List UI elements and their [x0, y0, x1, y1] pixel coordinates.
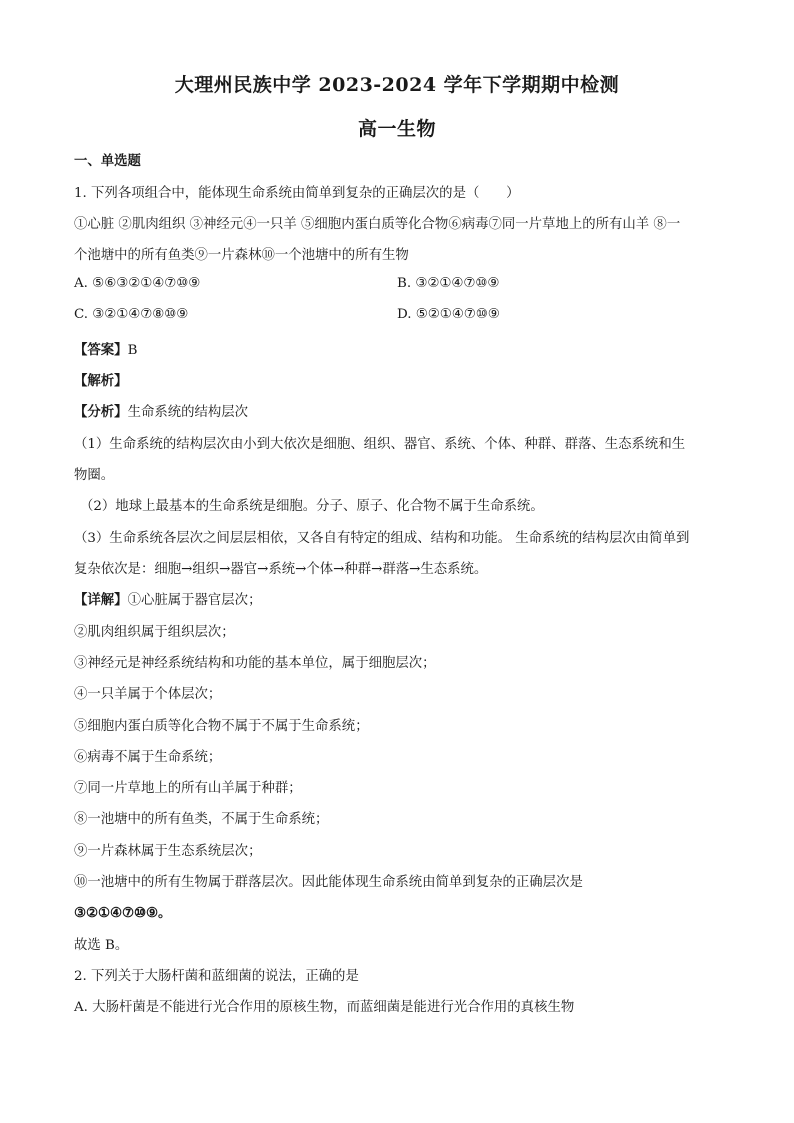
exam-title: 大理州民族中学 2023-2024 学年下学期期中检测: [174, 74, 620, 96]
detail-7: ⑦同一片草地上的所有山羊属于种群；: [74, 781, 302, 796]
detail-10: ⑩一池塘中的所有生物属于群落层次。因此能体现生命系统由简单到复杂的正确层次是: [74, 875, 583, 890]
answer-value: B: [127, 343, 138, 358]
question-2-option-a: A. 大肠杆菌是不能进行光合作用的原核生物，而蓝细菌是能进行光合作用的真核生物: [74, 1000, 575, 1015]
conclusion: 故选 B。: [74, 938, 129, 953]
fenxi-line: [74, 401, 248, 420]
question-1-stem: 1. 下列各项组合中，能体现生命系统由简单到复杂的正确层次的是（ ）: [74, 186, 520, 201]
fenxi-tag: 【分析】: [74, 404, 128, 420]
point-2: （2）地球上最基本的生命系统是细胞。分子、原子、化合物不属于生命系统。: [80, 499, 544, 514]
detail-tag: 【详解】: [74, 592, 128, 608]
detail-4: ④一只羊属于个体层次；: [74, 687, 222, 702]
question-1-option-b: B. ③②①④⑦⑩⑨: [397, 276, 500, 291]
detail-3: ③神经元是神经系统结构和功能的基本单位，属于细胞层次；: [74, 656, 436, 671]
exam-subtitle: 高一生物: [357, 118, 436, 140]
detail-1: ①心脏属于器官层次；: [127, 593, 262, 608]
point-1-line-1: （1）生命系统的结构层次由小到大依次是细胞、组织、器官、系统、个体、种群、群落、生态系统和生: [74, 437, 686, 452]
detail-5: ⑤细胞内蛋白质等化合物不属于不属于生命系统；: [74, 719, 369, 734]
point-3-line-1: （3）生命系统各层次之间层层相依，又各自有特定的组成、结构和功能。 生命系统的结构层次由简单到: [74, 531, 690, 546]
detail-2: ②肌肉组织属于组织层次；: [74, 625, 235, 640]
point-3-line-2: 复杂依次是：细胞→组织→器官→系统→个体→种群→群落→生态系统。: [74, 562, 488, 577]
question-1-option-c: C. ③②①④⑦⑧⑩⑨: [74, 307, 189, 322]
detail-6: ⑥病毒不属于生命系统；: [74, 750, 222, 765]
detail-9: ⑨一片森林属于生态系统层次；: [74, 844, 262, 859]
analysis-line: [74, 370, 128, 389]
question-1-option-d: D. ⑤②①④⑦⑩⑨: [397, 307, 500, 322]
question-1-items-line-2: 个池塘中的所有鱼类⑨一片森林⑩一个池塘中的所有生物: [74, 248, 409, 263]
point-1-line-2: 物圈。: [74, 468, 115, 483]
detail-11: ③②①④⑦⑩⑨。: [74, 905, 172, 921]
detail-8: ⑧一池塘中的所有鱼类，不属于生命系统；: [74, 812, 329, 827]
section-heading: 一、单选题: [74, 153, 141, 169]
question-2-stem: 2. 下列关于大肠杆菌和蓝细菌的说法，正确的是: [74, 969, 359, 984]
answer-tag: 【答案】: [74, 342, 128, 358]
question-1-items-line-1: ①心脏 ②肌肉组织 ③神经元④一只羊 ⑤细胞内蛋白质等化合物⑥病毒⑦同一片草地上的所有山羊 ⑧一: [74, 217, 681, 232]
question-1-option-a: A. ⑤⑥③②①④⑦⑩⑨: [74, 276, 201, 291]
detail-line-1: [74, 589, 261, 608]
answer-line: [74, 339, 137, 358]
fenxi-text: 生命系统的结构层次: [127, 405, 249, 420]
analysis-tag: 【解析】: [74, 373, 128, 389]
